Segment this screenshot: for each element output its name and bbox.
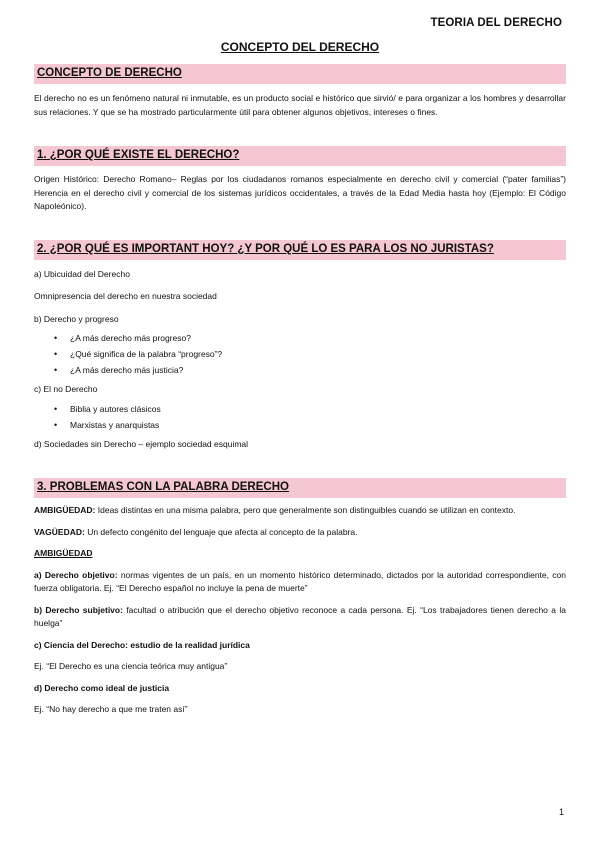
section-heading-problemas: 3. PROBLEMAS CON LA PALABRA DERECHO	[34, 478, 566, 498]
definition-derecho-objetivo	[34, 569, 566, 596]
text-derecho-objetivo: normas vigentes de un país, en un momento histórico determinado, dictados por la autoridad correspondiente, con fuerza obligatoria. Ej. “El Derecho español no incluye la pena de muerte”	[34, 569, 566, 593]
term-derecho-subjetivo: b) Derecho subjetivo:	[34, 604, 123, 615]
list-no-derecho	[34, 401, 566, 433]
list-progreso	[34, 330, 566, 378]
item-omnipresencia: Omnipresencia del derecho en nuestra sociedad	[34, 291, 217, 301]
document-body	[34, 64, 566, 717]
text-vaguedad: Un defecto congénito del lenguaje que afecta al concepto de la palabra.	[84, 526, 358, 537]
item-ubicuidad: a) Ubicuidad del Derecho	[34, 268, 130, 279]
list-item: • ¿A más derecho más progreso?	[70, 330, 566, 346]
section-heading-por-que-importante: 2. ¿POR QUÉ ES IMPORTANT HOY? ¿Y POR QUÉ LO ES PARA LOS NO JURISTAS?	[34, 240, 566, 260]
term-derecho-objetivo: a) Derecho objetivo:	[34, 569, 118, 580]
list-item: • ¿Qué significa de la palabra “progreso”?	[70, 346, 566, 362]
term-vaguedad: VAGÜEDAD:	[34, 526, 85, 537]
definition-derecho-subjetivo	[34, 604, 566, 631]
paragraph-concepto: El derecho no es un fenómeno natural ni inmutable, es un producto social e histórico que sirvió/ e para organizar a los hombres y desarrollar sus relaciones. Y que se ha mostrado particularmente útil para obtener algunos objetivos, intereses o fines.	[34, 93, 566, 117]
term-ambiguedad: AMBIGÜEDAD:	[34, 505, 96, 515]
subheading-ambiguedad: AMBIGÜEDAD	[34, 548, 93, 558]
item-sociedades-sin-derecho: d) Sociedades sin Derecho – ejemplo sociedad esquimal	[34, 438, 249, 449]
term-ciencia-derecho: c) Ciencia del Derecho: estudio de la realidad jurídica	[34, 639, 250, 650]
list-item: • Biblia y autores clásicos	[70, 401, 566, 417]
list-item: • ¿A más derecho más justicia?	[70, 362, 566, 378]
example-ciencia-derecho: Ej. “El Derecho es una ciencia teórica muy antigua”	[34, 661, 228, 671]
term-ideal-justicia: d) Derecho como ideal de justicia	[34, 682, 170, 693]
section-heading-concepto: CONCEPTO DE DERECHO	[34, 64, 566, 84]
definition-vaguedad	[34, 526, 566, 540]
list-item: • Marxistas y anarquistas	[70, 417, 566, 433]
definition-ambiguedad	[34, 504, 566, 518]
text-ambiguedad: Ideas distintas en una misma palabra, pero que generalmente son distinguibles cuando se utilizan en contexto.	[95, 505, 516, 515]
paragraph-origen-historico: Origen Histórico: Derecho Romano– Reglas por los ciudadanos romanos especialmente en derecho civil y comercial (“pater familias”) Herencia en el derecho civil y comercial de los sistemas jurídicos occidentales, a través de la Edad Media hasta hoy (Ejemplo: El Código Napoleónico).	[34, 174, 566, 211]
page-title: CONCEPTO DEL DERECHO	[220, 40, 380, 54]
text-derecho-subjetivo: facultad o atribución que el derecho objetivo reconoce a cada persona. Ej. “Los trabajadores tienen derecho a la huelga”	[34, 604, 566, 628]
item-no-derecho: c) El no Derecho	[34, 384, 98, 394]
item-derecho-progreso: b) Derecho y progreso	[34, 313, 119, 324]
running-header: TEORIA DEL DERECHO	[430, 17, 562, 29]
section-heading-por-que-existe: 1. ¿POR QUÉ EXISTE EL DERECHO?	[34, 146, 566, 166]
page-number: 1	[558, 807, 564, 817]
example-ideal-justicia: Ej. “No hay derecho a que me traten así”	[34, 704, 188, 714]
